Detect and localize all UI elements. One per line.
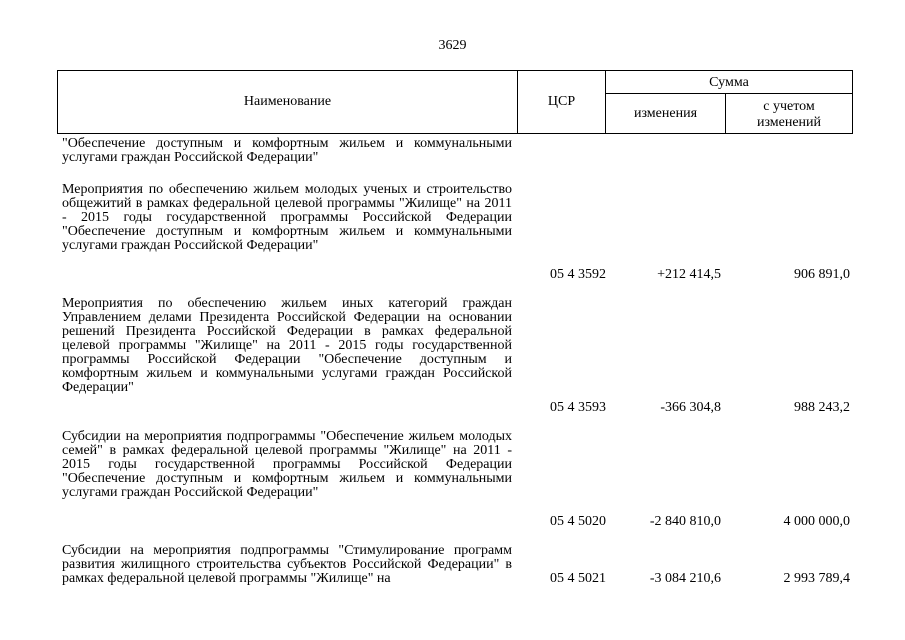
row-csr: 05 4 5020 (550, 514, 606, 529)
row-change: -3 084 210,6 (649, 571, 721, 586)
row-total: 2 993 789,4 (783, 571, 850, 586)
row-change: +212 414,5 (657, 267, 721, 282)
row-name: Мероприятия по обеспечению жильем молодых ученых и строительство общежитий в рамках федеральной целевой программы "Жилище" на 2011 - 2015 годы государственной программы Российской Федерации "Обеспечение доступным и комфортным жильем и коммунальными услугами граждан Российской Федерации" (62, 182, 512, 253)
header-sum: Сумма (709, 75, 749, 90)
row-total: 906 891,0 (794, 267, 850, 282)
row-change: -2 840 810,0 (649, 514, 721, 529)
row-total: 4 000 000,0 (783, 514, 850, 529)
header-total (726, 99, 852, 131)
row-name: Субсидии на мероприятия подпрограммы "Стимулирование программ развития жилищного строительства субъектов Российской Федерации" в рамках федеральной целевой программы "Жилище" на (62, 543, 512, 586)
row-name: "Обеспечение доступным и комфортным жильем и коммунальными услугами граждан Российской Федерации" (62, 136, 512, 165)
page-number: 3629 (438, 38, 467, 53)
row-change: -366 304,8 (660, 400, 721, 415)
header-total-line2: изменений (756, 115, 822, 130)
row-csr: 05 4 3592 (550, 267, 606, 282)
row-csr: 05 4 3593 (550, 400, 606, 415)
row-total: 988 243,2 (794, 400, 850, 415)
header-name: Наименование (243, 94, 332, 109)
header-top-border (57, 70, 853, 71)
header-total-line1: с учетом (763, 99, 815, 114)
header-bottom-border (57, 133, 853, 134)
row-name: Субсидии на мероприятия подпрограммы "Обеспечение жильем молодых семей" в рамках федеральной целевой программы "Жилище" на 2011 - 2015 годы государственной программы Российской Федерации "Обеспечение доступным и комфортным жильем и коммунальными услугами граждан Российской Федерации" (62, 429, 512, 500)
header-csr: ЦСР (547, 94, 576, 109)
row-csr: 05 4 5021 (550, 571, 606, 586)
header-sum-divider (605, 93, 853, 94)
header-change: изменения (633, 106, 698, 121)
row-name: Мероприятия по обеспечению жильем иных категорий граждан Управлением делами Президента Российской Федерации на основании решений Президента Российской Федерации в рамках федеральной целевой программы "Жилище" на 2011 - 2015 годы государственной программы Российской Федерации "Обеспечение доступным и комфортным жильем и коммунальными услугами граждан Российской Федерации" (62, 296, 512, 395)
header-right-border (852, 70, 853, 134)
